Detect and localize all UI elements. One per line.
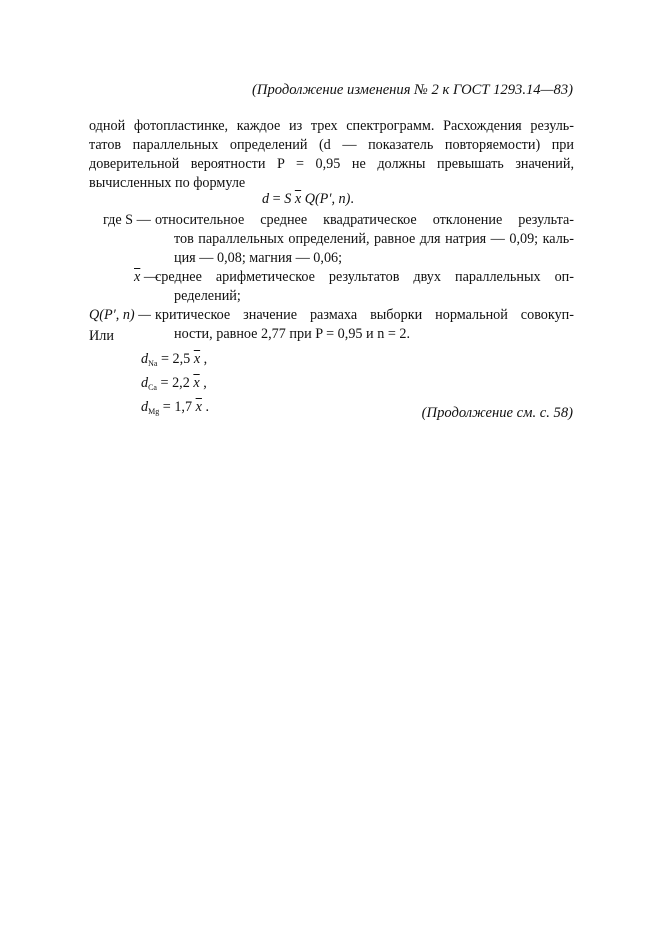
definition-term: где S — [103,212,151,228]
eq-rhs: = 2,2 [156,375,194,391]
formula-s: S [284,191,292,207]
eq-sub: Na [148,359,158,368]
definition-text-cont [174,230,574,268]
definition-line: ределений; [174,288,241,304]
definition-term: $\overline{x}$ — [134,269,159,285]
definition-term: Q(P′, n) — [89,307,151,323]
main-formula [262,190,354,209]
definition-line: относительное среднее квадратическое отклонение результа- [155,212,574,228]
eq-sub: Mg [148,407,160,416]
formula-d: d [262,191,270,207]
equation-mg [141,398,209,421]
page-header: (Продолжение изменения № 2 к ГОСТ 1293.14—83) [252,82,573,98]
eq-sub: Ca [148,383,157,392]
formula-args: (P′, n) [314,191,351,207]
formula-q: Q [304,191,315,207]
definition-text [155,306,574,325]
definition-line: тов параллельных определений, равное для натрия — 0,09; каль- [174,231,574,247]
paragraph-line: татов параллельных определений (d — показатель повторяемости) при [89,137,574,153]
eq-rhs: = 1,7 [159,399,196,415]
definition-line: среднее арифметическое результатов двух параллельных оп- [155,269,574,285]
definition-text-cont [174,325,574,344]
eq-end: . [201,399,210,415]
paragraph-line: одной фотопластинке, каждое из трех спектрограмм. Расхождения резуль- [89,118,574,134]
paragraph-line: доверительной вероятности P = 0,95 не должны превышать значений, [89,156,574,172]
eq-end: , [199,375,207,391]
eq-x-mean: $\overline{x}$ [193,351,201,367]
definition-text-cont [174,287,574,306]
eq-var: d [141,351,149,367]
definition-line: критическое значение размаха выборки нормальной совокуп- [155,307,574,323]
eq-var: d [141,375,149,391]
continuation-note: (Продолжение см. с. 58) [421,405,573,421]
formula-end: . [350,191,354,207]
eq-x-mean: $\overline{x}$ [193,375,200,391]
formula-x-mean: $\overline{x}$ [294,191,302,207]
definition-text [155,211,574,230]
intro-paragraph [89,117,574,193]
ili-label: Или [89,328,114,344]
eq-var: d [141,399,149,415]
eq-x-mean: $\overline{x}$ [195,399,202,415]
definition-text [155,268,574,287]
paragraph-line: вычисленных по формуле [89,175,246,191]
definition-line: ности, равное 2,77 при P = 0,95 и n = 2. [174,326,411,342]
equation-na [141,350,207,373]
eq-rhs: = 2,5 [157,351,194,367]
eq-end: , [200,351,208,367]
definition-line: ция — 0,08; магния — 0,06; [174,250,343,266]
equation-ca [141,374,207,397]
formula-eq: = [269,191,285,207]
